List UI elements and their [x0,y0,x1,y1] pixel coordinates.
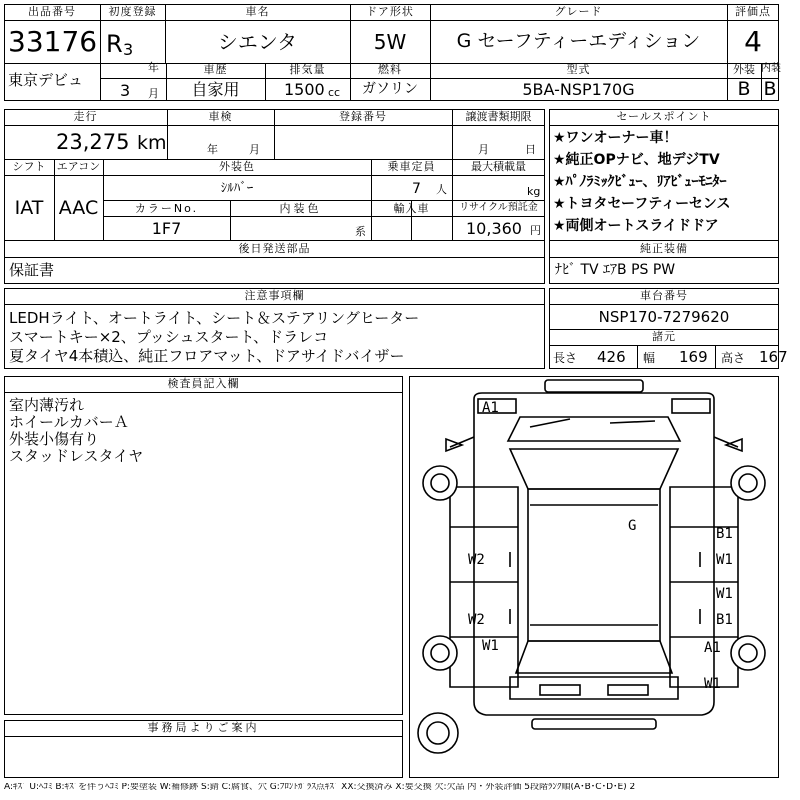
handover-month-unit: 月 [478,143,489,156]
legend: A:ｷｽﾞ U:ﾍｺﾐ B:ｷｽﾞを伴うﾍｺﾐ P:要塗装 W:補修跡 S:錆 C:腐食、穴 G:ﾌﾛﾝﾄｶﾞﾗｽ点ｷｽﾞ XX:交換済み X:要交換 欠:欠品 内・外装評価 5段階ﾗﾝｸ順(A･B･C･D･E) 2 [4,783,636,792]
damage-mark: B1 [716,612,733,628]
regno-label: 登録番号 [339,110,387,123]
displacement-unit: cc [328,86,341,99]
delivery-label: 後日発送部品 [238,242,311,255]
lot-number: 33176 [8,25,98,58]
damage-mark: G [628,518,637,534]
shift: IAT [14,197,44,219]
load-label: 最大積載量 [471,160,526,173]
inspector-label: 検査員記入欄 [167,377,240,390]
first-reg-month-unit: 月 [148,87,159,100]
inspection-year-unit: 年 [207,143,218,156]
int-rating-label: 内装 [761,63,781,74]
damage-mark: W2 [468,552,485,568]
length: 426 [597,348,626,366]
color: ｼﾙﾊﾞｰ [220,181,254,196]
handover-day-unit: 日 [525,143,536,156]
first-reg-year: 3 [123,40,134,59]
notes-label: 注意事項欄 [244,289,305,302]
inspector-line: ホイールカバーＡ [9,413,129,431]
mileage-label: 走行 [73,110,98,123]
history: 自家用 [191,80,240,99]
damage-mark: B1 [716,526,733,542]
car-name-label: 車名 [245,5,270,18]
damage-mark: W2 [468,612,485,628]
venue: 東京デビュ [8,71,84,89]
door-label: ドア形状 [366,5,414,18]
inspector-line: スタッドレスタイヤ [9,447,144,465]
ext-rating-label: 外装 [733,63,755,76]
damage-mark: W1 [482,638,499,654]
load-unit: kg [527,185,541,198]
mileage-unit: km [137,132,167,154]
fuel-label: 燃料 [378,63,402,76]
model-code: 5BA-NSP170G [522,80,635,99]
equipment-label: 純正装備 [640,242,688,255]
displacement-label: 排気量 [289,63,326,76]
length-label: 長さ [553,351,578,365]
note-line: 夏タイヤ4本積込、純正フロアマット、ドアサイドバイザー [9,347,405,365]
capacity: 7 [412,181,421,197]
office-label: 事務局よりご案内 [147,721,260,734]
recycle-label: リサイクル預託金 [459,202,538,213]
recycle-unit: 円 [530,224,541,237]
first-reg-label: 初度登録 [108,5,157,18]
damage-mark: W1 [716,586,733,602]
recycle: 10,360 [466,219,522,238]
height-label: 高さ [721,351,746,365]
score-label: 評価点 [735,5,771,18]
car-outline [410,377,778,777]
first-reg-era: R [106,30,123,58]
chassis-number: NSP170-7279620 [598,308,730,326]
intcolor-label: 内装色 [279,202,322,215]
sales-point: ★トヨタセーフティーセンス [553,196,731,212]
colorno: 1F7 [151,219,182,238]
damage-mark: W1 [704,676,721,692]
door-type: 5W [373,30,407,54]
chassis-label: 車台番号 [640,289,688,302]
capacity-label: 乗車定員 [387,160,436,173]
width-label: 幅 [643,351,656,365]
height: 167 [759,348,788,366]
first-reg-month: 3 [120,81,131,100]
width: 169 [679,348,708,366]
capacity-unit: 人 [436,183,447,196]
sales-label: セールスポイント [616,110,712,123]
sales-point: ★両側オートスライドドア [553,218,719,234]
inspection-label: 車検 [208,110,233,123]
damage-mark: A1 [482,400,499,416]
inspector-line: 外装小傷有り [9,430,100,448]
ext-rating: B [737,78,751,100]
note-line: スマートキー×2、プッシュスタート、ドラレコ [9,328,329,346]
car-name: シエンタ [217,30,298,54]
sales-point: ★純正OPナビ、地デジTV [553,152,720,168]
grade: G セーフティーエディション [456,30,701,52]
colorno-label: カラーNo. [134,202,199,215]
car-diagram [409,376,779,778]
equipment: ﾅﾋﾞ TV ｴｱB PS PW [555,262,676,278]
damage-mark: W1 [716,552,733,568]
color-label: 外装色 [219,160,255,173]
score: 4 [744,25,762,58]
grade-label: グレード [554,5,603,18]
handover-label: 譲渡書類期限 [465,110,532,123]
shift-label: シフト [12,160,46,173]
intcolor-unit: 系 [355,225,366,238]
note-line: LEDHライト、オートライト、シート＆ステアリングヒーター [9,309,420,327]
model-label: 型式 [566,63,591,76]
lot-label: 出品番号 [28,5,76,18]
history-label: 車歴 [203,63,228,76]
inspection-month-unit: 月 [249,143,260,156]
delivery: 保証書 [9,261,55,279]
dims-label: 諸元 [652,330,676,343]
sales-point: ★ﾊﾟﾉﾗﾐｯｸﾋﾞｭｰ、ﾘｱﾋﾞｭｰﾓﾆﾀｰ [553,174,727,190]
damage-mark: A1 [704,640,721,656]
ac-label: エアコン [56,160,101,173]
mileage: 23,275 [56,130,130,154]
inspector-line: 室内薄汚れ [9,396,85,414]
first-reg-year-unit: 年 [148,61,159,74]
ac: AAC [58,197,99,219]
displacement: 1500 [284,80,325,99]
fuel: ガソリン [362,81,418,97]
sales-point: ★ワンオーナー車！ [553,130,678,146]
int-rating: B [763,78,777,100]
import-label: 輸入車 [393,202,430,215]
